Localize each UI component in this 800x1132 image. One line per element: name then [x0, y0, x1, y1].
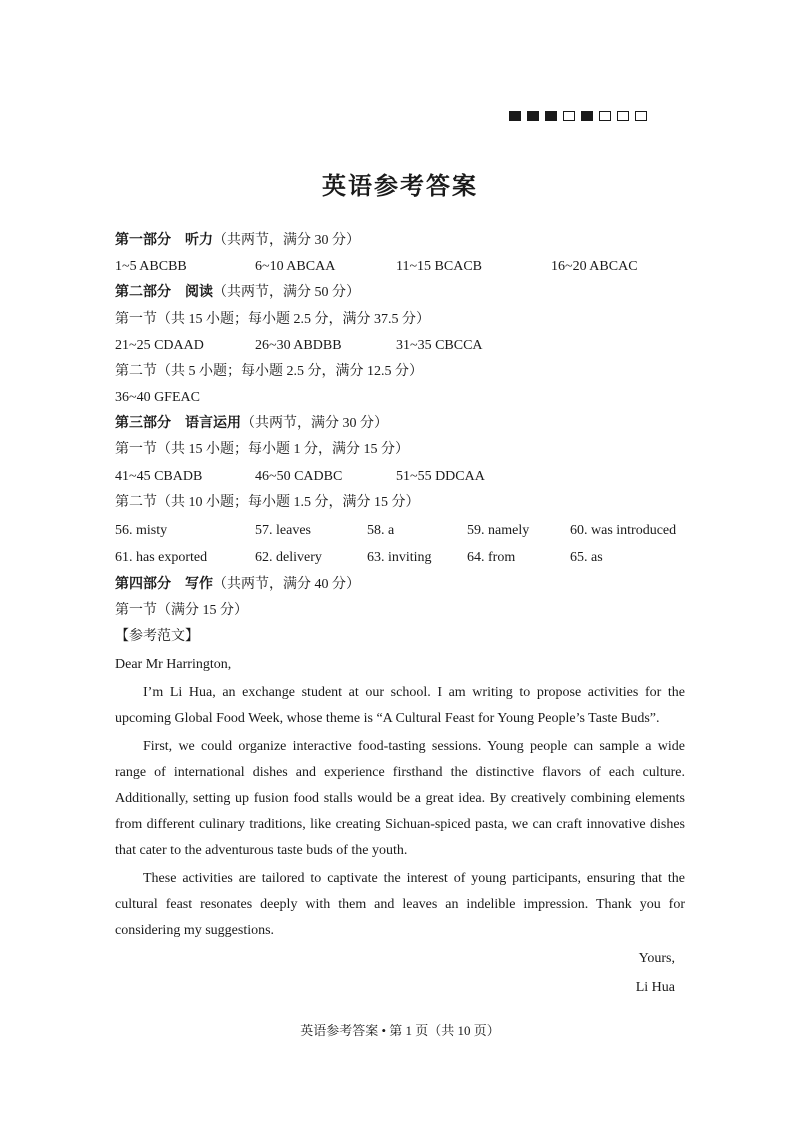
- answer-group: 11~15 BCACB: [396, 259, 483, 274]
- answer-group: 51~55 DDCAA: [396, 469, 485, 484]
- fill-answer: 58. a: [367, 523, 395, 538]
- answer-group: 46~50 CADBC: [255, 469, 343, 484]
- part3-section1-header: 第一节（共 15 小题；每小题 1 分，满分 15 分）: [115, 442, 409, 457]
- page-title: 英语参考答案: [322, 171, 478, 200]
- fill-answer: 62. delivery: [255, 550, 322, 565]
- marker-filled: [545, 111, 557, 121]
- part2-title: 第二部分 阅读: [115, 285, 213, 300]
- essay-paragraph-1: I’m Li Hua, an exchange student at our school. I am writing to propose activities for the upcoming Global Food Week, whose theme is “A Cultural Feast for Young People’s Taste Buds”.: [115, 685, 685, 726]
- part2-section2-header: 第二节（共 5 小题；每小题 2.5 分，满分 12.5 分）: [115, 364, 423, 379]
- fill-answer: 59. namely: [467, 523, 530, 538]
- essay-salutation: Dear Mr Harrington,: [115, 657, 232, 672]
- part3-note: （共两节，满分 30 分）: [241, 416, 388, 431]
- part2-section1-header: 第一节（共 15 小题；每小题 2.5 分，满分 37.5 分）: [115, 312, 430, 327]
- marker-empty: [599, 111, 611, 121]
- marker-empty: [563, 111, 575, 121]
- part1-title: 第一部分 听力: [115, 233, 213, 248]
- marker-filled: [581, 111, 593, 121]
- essay-label: 【参考范文】: [115, 629, 199, 644]
- marker-empty: [635, 111, 647, 121]
- fill-answer: 56. misty: [115, 523, 168, 538]
- fill-answer: 57. leaves: [255, 523, 311, 538]
- answer-group: 26~30 ABDBB: [255, 338, 342, 353]
- essay-closing: Yours,: [638, 951, 675, 966]
- part1-note: （共两节，满分 30 分）: [213, 233, 360, 248]
- essay-signature: Li Hua: [635, 980, 675, 995]
- page-footer: 英语参考答案 • 第 1 页（共 10 页）: [300, 1023, 500, 1038]
- page-markers: [509, 111, 647, 121]
- fill-answer: 63. inviting: [367, 550, 432, 565]
- fill-answer: 65. as: [570, 550, 603, 565]
- essay-paragraph-3: These activities are tailored to captivate the interest of young participants, ensuring that the cultural feast resonates deeply with them and leaves an indelible impression. Thank you for considering my suggestions.: [115, 871, 685, 938]
- part3-section2-header: 第二节（共 10 小题；每小题 1.5 分，满分 15 分）: [115, 495, 420, 510]
- part4-title: 第四部分 写作: [115, 577, 213, 592]
- answer-group: 21~25 CDAAD: [115, 338, 204, 353]
- answer-group: 6~10 ABCAA: [255, 259, 336, 274]
- answer-group: 31~35 CBCCA: [396, 338, 483, 353]
- part3-header: [115, 415, 388, 433]
- fill-answer: 64. from: [467, 550, 516, 565]
- part4-header: [115, 576, 360, 594]
- answer-group: 41~45 CBADB: [115, 469, 203, 484]
- essay-paragraph-2: First, we could organize interactive food-tasting sessions. Young people can sample a wide range of international dishes and experience firsthand the distinctive flavors of each culture. Additionally, setting up fusion food stalls would be a great idea. By creatively combining elements from different culinary traditions, like creating Sichuan-spiced pasta, we can craft innovative dishes that cater to the adventurous taste buds of the youth.: [115, 739, 685, 858]
- part2-note: （共两节，满分 50 分）: [213, 285, 360, 300]
- marker-filled: [527, 111, 539, 121]
- part1-header: [115, 232, 360, 250]
- fill-answer: 61. has exported: [115, 550, 208, 565]
- fill-answer: 60. was introduced: [570, 523, 677, 538]
- part4-section1-header: 第一节（满分 15 分）: [115, 603, 248, 618]
- part2-header: [115, 284, 360, 302]
- marker-empty: [617, 111, 629, 121]
- part3-title: 第三部分 语言运用: [115, 416, 241, 431]
- answer-group: 1~5 ABCBB: [115, 259, 187, 274]
- part4-note: （共两节，满分 40 分）: [213, 577, 360, 592]
- marker-filled: [509, 111, 521, 121]
- answer-group: 36~40 GFEAC: [115, 390, 200, 405]
- answer-group: 16~20 ABCAC: [551, 259, 638, 274]
